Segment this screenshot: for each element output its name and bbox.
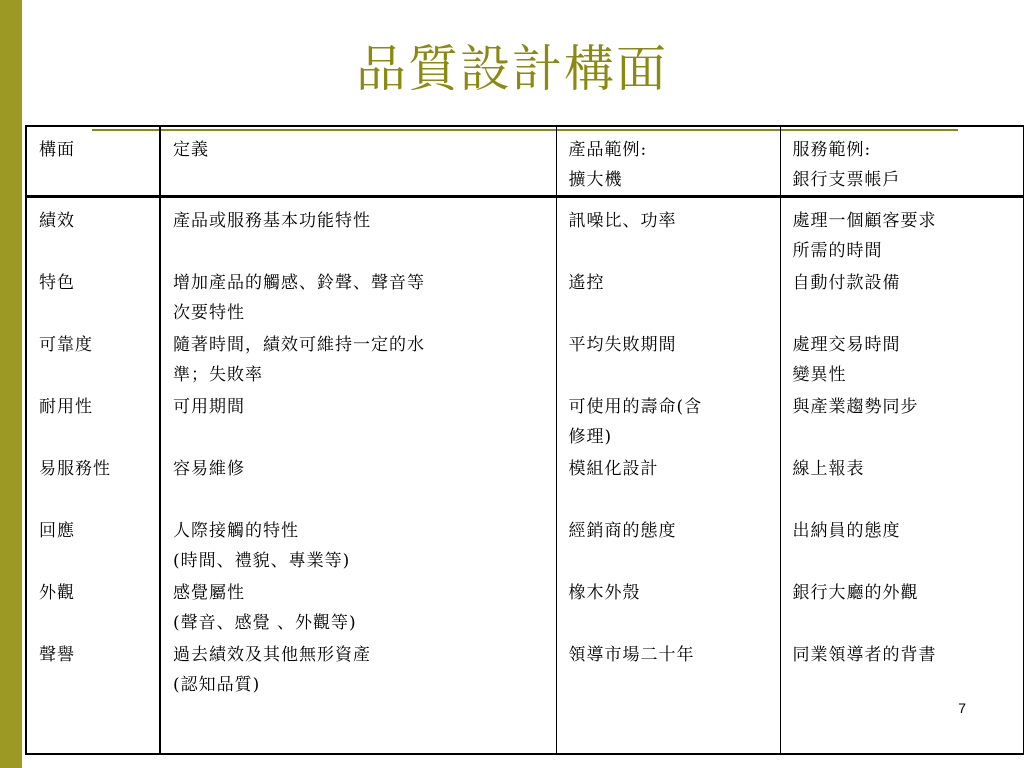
dimension-entry <box>39 640 151 702</box>
definition-entry-line: 增加產品的觸感、鈴聲、聲音等 <box>173 273 425 293</box>
product-example-entry-line: 遙控 <box>568 273 605 293</box>
service-example-entry-line: 所需的時間 <box>792 241 883 261</box>
service-example-entry <box>793 454 1016 516</box>
product-example-column <box>556 197 780 755</box>
definition-entry <box>173 268 548 330</box>
header-service-line2: 銀行支票帳戶 <box>792 170 901 190</box>
header-product-line1: 產品範例: <box>568 140 648 160</box>
dimension-entry <box>39 392 151 454</box>
product-example-entry-line: 橡木外殼 <box>568 583 641 603</box>
service-example-entry-line: 處理交易時間 <box>792 335 901 355</box>
dimension-entry <box>39 330 151 392</box>
service-example-entry <box>793 578 1016 640</box>
header-product-line2: 擴大機 <box>568 170 623 190</box>
product-example-entry <box>569 268 772 330</box>
service-example-entry-line: 處理一個顧客要求 <box>792 211 937 231</box>
page-number: 7 <box>958 700 966 716</box>
product-example-entry-line: 領導市場二十年 <box>568 645 695 665</box>
dimension-entry-label: 可靠度 <box>39 335 93 355</box>
header-service-example <box>780 126 1024 197</box>
definition-entry-line: (時間、禮貌、專業等) <box>173 551 351 571</box>
dimension-entry-label: 回應 <box>39 521 75 541</box>
definition-entry-line: 產品或服務基本功能特性 <box>173 211 371 231</box>
product-example-entry <box>569 516 772 578</box>
service-example-entry <box>793 206 1016 268</box>
dimension-column <box>26 197 160 755</box>
service-example-entry <box>793 268 1016 330</box>
product-example-entry-line: 平均失敗期間 <box>568 335 677 355</box>
product-example-entry-line: 修理) <box>568 427 613 447</box>
table-header-row <box>26 126 1024 197</box>
dimension-entry-label: 耐用性 <box>39 397 93 417</box>
definition-entry-line: 可用期間 <box>173 397 245 417</box>
definition-entry-line: 次要特性 <box>173 303 245 323</box>
definition-entry-line: (認知品質) <box>173 675 261 695</box>
header-service-line1: 服務範例: <box>792 140 872 160</box>
product-example-entry <box>569 206 772 268</box>
product-example-entry-line: 訊噪比、功率 <box>568 211 677 231</box>
definition-entry <box>173 640 548 702</box>
quality-dimensions-table <box>25 125 1024 755</box>
header-dimension-text: 構面 <box>39 140 75 160</box>
definition-column <box>160 197 556 755</box>
service-example-entry <box>793 516 1016 578</box>
definition-entry-line: 過去績效及其他無形資產 <box>173 645 371 665</box>
service-example-entry <box>793 392 1016 454</box>
definition-entry <box>173 454 548 516</box>
service-example-entry <box>793 330 1016 392</box>
header-dimension <box>26 126 160 197</box>
product-example-entry <box>569 330 772 392</box>
service-example-entry-line: 自動付款設備 <box>792 273 901 293</box>
definition-entry-line: 容易維修 <box>173 459 245 479</box>
product-example-entry-line: 模組化設計 <box>568 459 659 479</box>
dimension-entry-label: 聲譽 <box>39 645 75 665</box>
dimension-entry-label: 外觀 <box>39 583 75 603</box>
definition-entry <box>173 392 548 454</box>
definition-entry-line: (聲音、感覺 、外觀等) <box>173 613 357 633</box>
product-example-entry <box>569 640 772 702</box>
slide-title: 品質設計構面 <box>356 40 668 98</box>
definition-entry <box>173 578 548 640</box>
dimension-entry-label: 績效 <box>39 211 75 231</box>
service-example-entry-line: 出納員的態度 <box>792 521 901 541</box>
definition-entry-line: 準；失敗率 <box>173 365 263 385</box>
service-example-column <box>780 197 1024 755</box>
service-example-entry-line: 同業領導者的背書 <box>792 645 937 665</box>
definition-entry-line: 隨著時間，績效可維持一定的水 <box>173 335 425 355</box>
definition-entry-line: 人際接觸的特性 <box>173 521 299 541</box>
product-example-entry <box>569 578 772 640</box>
header-definition-text: 定義 <box>173 140 209 160</box>
dimension-entry <box>39 516 151 578</box>
product-example-entry-line: 可使用的壽命(含 <box>568 397 703 417</box>
product-example-entry <box>569 454 772 516</box>
definition-entry <box>173 206 548 268</box>
product-example-entry <box>569 392 772 454</box>
product-example-entry-line: 經銷商的態度 <box>568 521 677 541</box>
dimension-entry <box>39 206 151 268</box>
service-example-entry-line: 線上報表 <box>792 459 865 479</box>
service-example-entry <box>793 640 1016 702</box>
service-example-entry-line: 銀行大廳的外觀 <box>792 583 919 603</box>
definition-entry <box>173 516 548 578</box>
definition-entry-line: 感覺屬性 <box>173 583 245 603</box>
definition-entry <box>173 330 548 392</box>
dimension-entry-label: 特色 <box>39 273 75 293</box>
dimension-entry <box>39 268 151 330</box>
service-example-entry-line: 變異性 <box>792 365 847 385</box>
header-product-example <box>556 126 780 197</box>
dimension-entry-label: 易服務性 <box>39 459 111 479</box>
service-example-entry-line: 與產業趨勢同步 <box>792 397 919 417</box>
header-definition <box>160 126 556 197</box>
dimension-entry <box>39 454 151 516</box>
dimension-entry <box>39 578 151 640</box>
left-accent-bar <box>0 0 22 768</box>
table-body-row <box>26 197 1024 755</box>
